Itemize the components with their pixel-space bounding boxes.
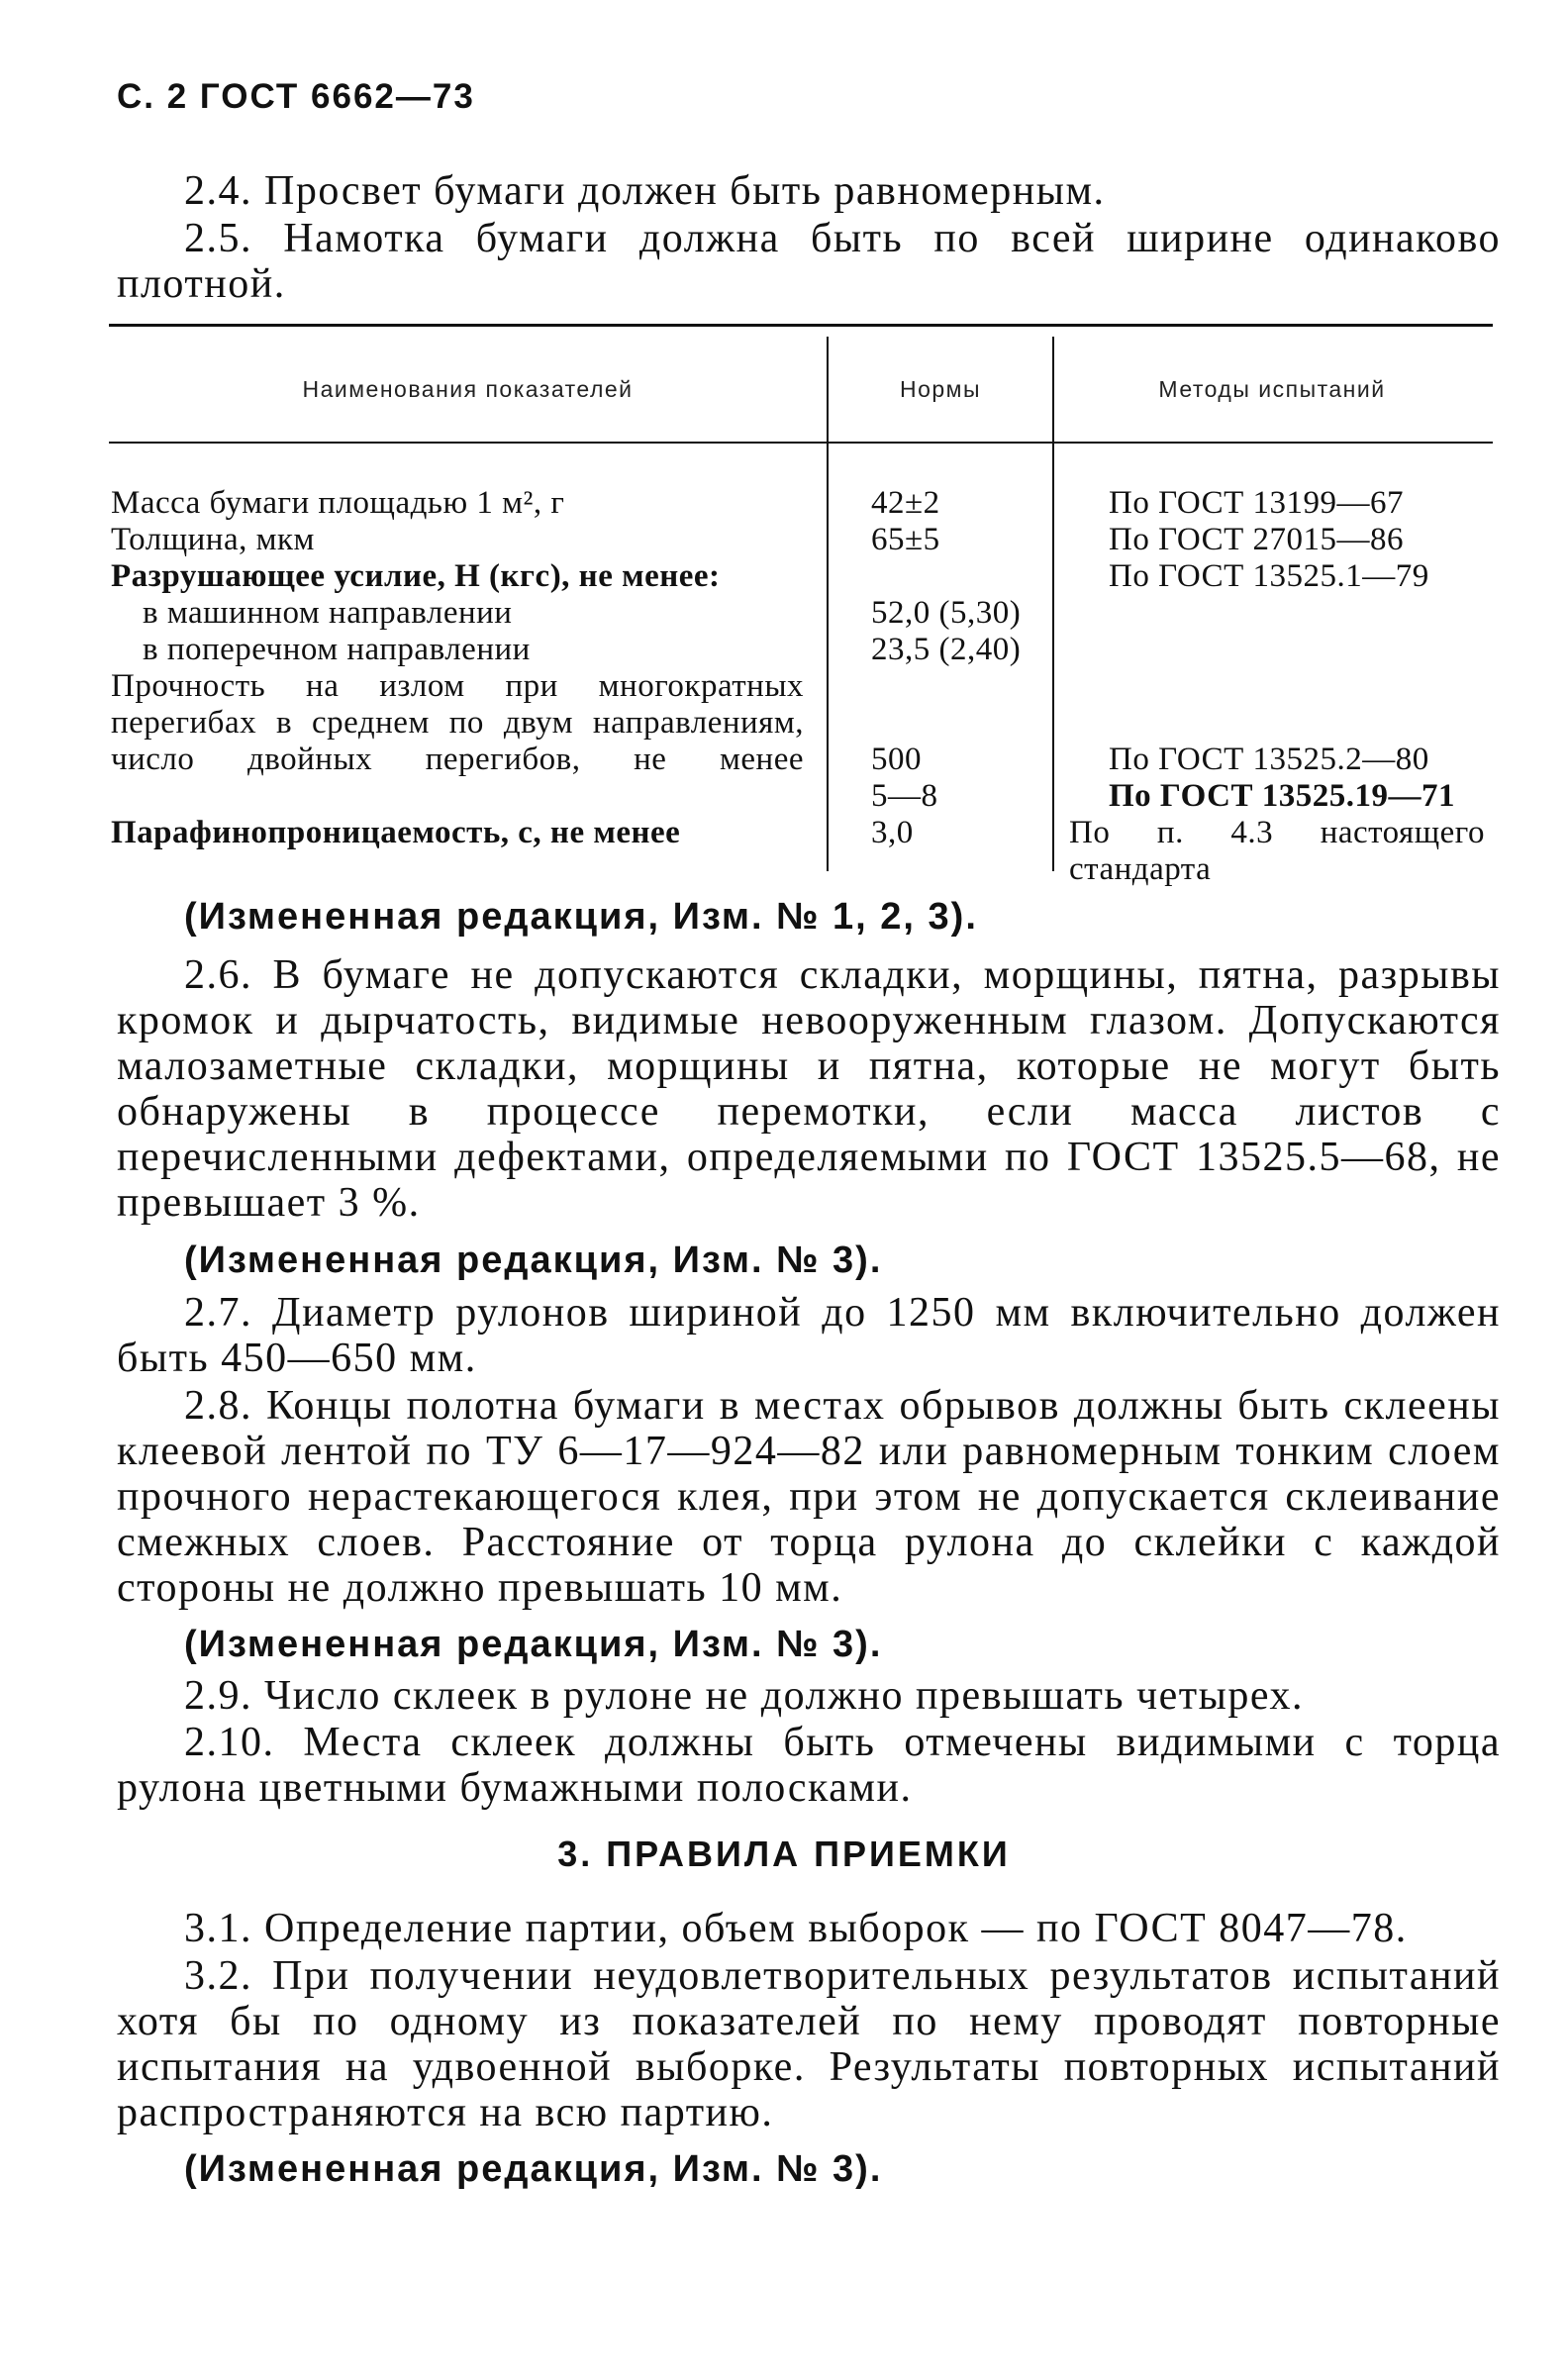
table-cell-method: По ГОСТ 13525.1—79	[1109, 558, 1429, 594]
paragraph-3-1: 3.1. Определение партии, объем выборок — по ГОСТ 8047—78.	[184, 1906, 1408, 1951]
table-cell-name: Парафинопроницаемость, с, не менее	[111, 815, 681, 850]
table-header-name: Наименования показателей	[302, 376, 634, 402]
paragraph-2-4: 2.4. Просвет бумаги должен быть равномерным.	[184, 168, 1106, 214]
table-cell-method: По ГОСТ 27015—86	[1109, 522, 1404, 557]
table-cell-method: По п. 4.3 настоящего стандарта	[1069, 815, 1485, 887]
page-header: С. 2 ГОСТ 6662—73	[117, 77, 475, 116]
table-cell-norm: 65±5	[871, 522, 940, 557]
table-header-method: Методы испытаний	[1158, 376, 1386, 402]
table-top-rule	[109, 324, 1493, 327]
table-cell-name: Толщина, мкм	[111, 522, 315, 557]
table-column-divider	[827, 337, 829, 871]
paragraph-2-6: 2.6. В бумаге не допускаются складки, морщины, пятна, разрывы кромок и дырчатость, видимые невооруженным глазом. Допускаются малозаметные складки, морщины и пятна, которые не могут быть обнаружены в процессе перемотки, если масса листов с перечисленными дефектами, определяемыми по ГОСТ 13525.5—68, не превышает 3 %.	[117, 952, 1501, 1226]
table-cell-norm: 3,0	[871, 815, 914, 850]
table-cell-method: По ГОСТ 13525.2—80	[1109, 742, 1429, 777]
change-note: (Измененная редакция, Изм. № 3).	[184, 1624, 883, 1665]
table-cell-norm: 500	[871, 742, 922, 777]
table-cell-method: По ГОСТ 13525.19—71	[1109, 778, 1456, 814]
paragraph-3-2: 3.2. При получении неудовлетворительных результатов испытаний хотя бы по одному из показателей по нему проводят повторные испытания на удвоенной выборке. Результаты повторных испытаний распространяются на всю партию.	[117, 1953, 1501, 2135]
table-cell-norm: 23,5 (2,40)	[871, 632, 1022, 667]
table-header-rule	[109, 442, 1493, 444]
change-note: (Измененная редакция, Изм. № 3).	[184, 1239, 883, 1281]
change-note: (Измененная редакция, Изм. № 3).	[184, 2148, 883, 2190]
table-cell-name: в машинном направлении	[143, 595, 513, 631]
table-cell-name: в поперечном направлении	[143, 632, 531, 667]
paragraph-2-7: 2.7. Диаметр рулонов шириной до 1250 мм включительно должен быть 450—650 мм.	[117, 1290, 1501, 1381]
table-cell-name: Прочность на излом при многократных перегибах в среднем по двум направлениям, число двойных перегибов, не менее	[111, 668, 804, 777]
paragraph-2-9: 2.9. Число склеек в рулоне не должно превышать четырех.	[184, 1673, 1304, 1719]
table-header-norm: Нормы	[899, 376, 982, 402]
table-column-divider	[1052, 337, 1054, 871]
section-3-title: 3. ПРАВИЛА ПРИЕМКИ	[557, 1834, 1011, 1874]
paragraph-2-8: 2.8. Концы полотна бумаги в местах обрывов должны быть склеены клеевой лентой по ТУ 6—17—924—82 или равномерным тонким слоем прочного нерастекающегося клея, при этом не допускается склеивание смежных слоев. Расстояние от торца рулона до склейки с каждой стороны не должно превышать 10 мм.	[117, 1383, 1501, 1611]
table-cell-norm: 5—8	[871, 778, 938, 814]
table-cell-norm: 42±2	[871, 485, 940, 521]
table-cell-method: По ГОСТ 13199—67	[1109, 485, 1404, 521]
table-cell-name: Масса бумаги площадью 1 м², г	[111, 485, 565, 521]
paragraph-2-10: 2.10. Места склеек должны быть отмечены видимыми с торца рулона цветными бумажными полосками.	[117, 1720, 1501, 1811]
table-cell-name: Разрушающее усилие, Н (кгс), не менее:	[111, 558, 721, 594]
change-note: (Измененная редакция, Изм. № 1, 2, 3).	[184, 896, 978, 938]
table-cell-norm: 52,0 (5,30)	[871, 595, 1022, 631]
paragraph-2-5: 2.5. Намотка бумаги должна быть по всей ширине одинаково плотной.	[117, 216, 1501, 307]
